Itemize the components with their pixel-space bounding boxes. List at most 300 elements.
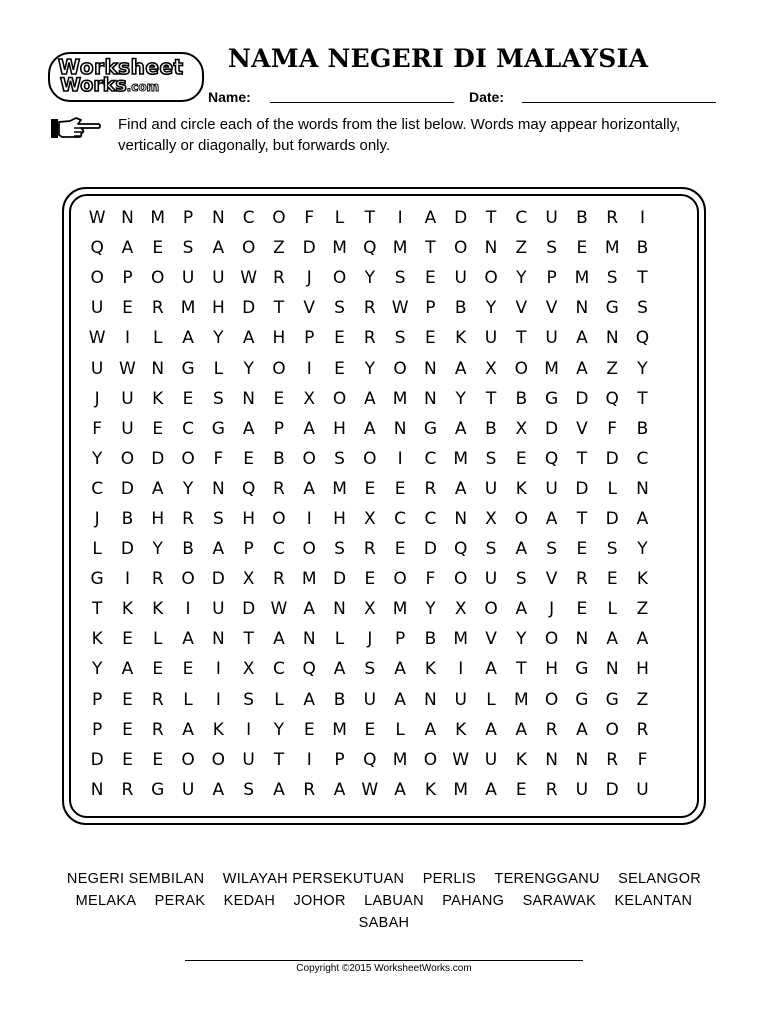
grid-letter[interactable]: P — [546, 268, 557, 289]
grid-letter[interactable]: N — [302, 629, 316, 650]
grid-letter[interactable]: W — [119, 358, 136, 379]
grid-letter[interactable]: W — [240, 268, 258, 289]
grid-letter[interactable]: D — [332, 569, 347, 590]
grid-letter[interactable]: D — [242, 599, 256, 620]
grid-letter[interactable]: Y — [425, 599, 436, 620]
grid-letter[interactable]: Z — [515, 238, 528, 259]
grid-letter[interactable]: R — [363, 298, 376, 319]
grid-letter[interactable]: K — [212, 719, 224, 740]
grid-letter[interactable]: M — [604, 238, 620, 259]
grid-letter[interactable]: Y — [485, 298, 497, 319]
grid-letter[interactable]: I — [215, 659, 221, 680]
grid-letter[interactable]: M — [332, 478, 347, 499]
grid-letter[interactable]: H — [151, 508, 165, 529]
grid-letter[interactable]: R — [363, 539, 376, 560]
grid-letter[interactable]: P — [394, 629, 406, 650]
grid-letter[interactable]: R — [636, 719, 649, 740]
grid-letter[interactable]: W — [361, 779, 379, 800]
grid-letter[interactable]: O — [302, 539, 316, 560]
grid-letter[interactable]: O — [181, 569, 195, 590]
grid-letter[interactable]: D — [605, 779, 619, 800]
grid-letter[interactable]: I — [124, 569, 130, 590]
grid-letter[interactable]: U — [181, 268, 195, 289]
grid-letter[interactable]: S — [212, 508, 224, 529]
grid-letter[interactable]: M — [332, 719, 347, 740]
grid-letter[interactable]: R — [151, 689, 164, 710]
grid-letter[interactable]: F — [213, 448, 224, 469]
grid-letter[interactable]: W — [452, 749, 470, 770]
grid-letter[interactable]: R — [424, 478, 437, 499]
grid-letter[interactable]: I — [185, 599, 191, 620]
grid-letter[interactable]: A — [121, 659, 134, 680]
grid-letter[interactable]: L — [274, 689, 284, 710]
grid-letter[interactable]: N — [333, 599, 346, 620]
grid-letter[interactable]: H — [211, 298, 225, 319]
grid-letter[interactable]: I — [124, 328, 130, 349]
grid-letter[interactable]: U — [90, 358, 104, 379]
grid-letter[interactable]: N — [121, 208, 134, 229]
grid-letter[interactable]: E — [364, 719, 376, 740]
grid-letter[interactable]: R — [151, 719, 164, 740]
grid-letter[interactable]: Y — [152, 539, 163, 560]
grid-letter[interactable]: V — [485, 629, 497, 650]
grid-letter[interactable]: U — [212, 268, 225, 289]
grid-letter[interactable]: D — [545, 418, 559, 439]
grid-letter[interactable]: S — [334, 539, 345, 560]
grid-letter[interactable]: I — [306, 749, 312, 770]
grid-letter[interactable]: O — [181, 448, 195, 469]
grid-letter[interactable]: A — [212, 779, 225, 800]
grid-letter[interactable]: E — [273, 388, 285, 409]
grid-letter[interactable]: N — [605, 659, 619, 680]
grid-letter[interactable]: U — [545, 478, 558, 499]
grid-letter[interactable]: L — [486, 689, 496, 710]
grid-letter[interactable]: D — [454, 208, 468, 229]
grid-letter[interactable]: L — [334, 208, 345, 229]
grid-letter[interactable]: X — [515, 418, 528, 439]
grid-letter[interactable]: U — [212, 599, 225, 620]
grid-letter[interactable]: L — [183, 689, 193, 710]
grid-letter[interactable]: U — [484, 478, 498, 499]
grid-letter[interactable]: N — [211, 208, 225, 229]
grid-letter[interactable]: S — [394, 268, 406, 289]
grid-letter[interactable]: M — [150, 208, 166, 229]
grid-letter[interactable]: C — [182, 418, 194, 439]
grid-letter[interactable]: V — [545, 298, 558, 319]
grid-letter[interactable]: D — [211, 569, 225, 590]
grid-letter[interactable]: W — [88, 328, 106, 349]
grid-letter[interactable]: L — [153, 328, 163, 349]
grid-letter[interactable]: A — [212, 539, 225, 560]
grid-letter[interactable]: P — [92, 689, 103, 710]
grid-letter[interactable]: P — [334, 749, 345, 770]
grid-letter[interactable]: K — [91, 629, 103, 650]
grid-letter[interactable]: A — [212, 238, 225, 259]
grid-letter[interactable]: O — [181, 749, 195, 770]
grid-letter[interactable]: D — [605, 448, 619, 469]
grid-letter[interactable]: Y — [91, 448, 103, 469]
grid-letter[interactable]: W — [88, 208, 106, 229]
grid-letter[interactable]: K — [152, 388, 164, 409]
grid-letter[interactable]: S — [243, 779, 255, 800]
grid-letter[interactable]: E — [122, 749, 133, 770]
grid-letter[interactable]: O — [544, 629, 559, 650]
grid-letter[interactable]: R — [575, 569, 588, 590]
grid-letter[interactable]: T — [576, 508, 588, 529]
grid-letter[interactable]: A — [273, 629, 285, 650]
grid-letter[interactable]: C — [515, 208, 528, 229]
grid-letter[interactable]: T — [637, 388, 648, 409]
grid-letter[interactable]: Y — [364, 358, 376, 379]
grid-letter[interactable]: Q — [302, 659, 316, 680]
grid-letter[interactable]: G — [90, 569, 104, 590]
grid-letter[interactable]: N — [393, 418, 407, 439]
grid-letter[interactable]: O — [211, 749, 226, 770]
grid-letter[interactable]: X — [363, 508, 376, 529]
grid-letter[interactable]: O — [272, 208, 286, 229]
grid-letter[interactable]: C — [424, 508, 437, 529]
grid-letter[interactable]: C — [242, 208, 255, 229]
grid-letter[interactable]: N — [636, 478, 649, 499]
grid-letter[interactable]: J — [306, 268, 312, 289]
grid-letter[interactable]: A — [545, 508, 558, 529]
grid-letter[interactable]: N — [484, 238, 498, 259]
grid-letter[interactable]: G — [211, 418, 225, 439]
grid-letter[interactable]: Y — [243, 358, 254, 379]
grid-letter[interactable]: D — [575, 478, 589, 499]
name-field[interactable] — [270, 102, 454, 103]
grid-letter[interactable]: S — [182, 238, 194, 259]
grid-letter[interactable]: X — [242, 569, 255, 590]
word-search-grid[interactable] — [82, 203, 688, 807]
grid-letter[interactable]: K — [121, 599, 134, 620]
grid-letter[interactable]: T — [485, 388, 497, 409]
grid-letter[interactable]: H — [333, 418, 346, 439]
grid-letter[interactable]: A — [303, 418, 316, 439]
grid-letter[interactable]: H — [272, 328, 286, 349]
grid-letter[interactable]: M — [301, 569, 317, 590]
grid-letter[interactable]: N — [424, 358, 437, 379]
grid-letter[interactable]: R — [273, 569, 285, 590]
grid-letter[interactable]: A — [182, 328, 194, 349]
grid-letter[interactable]: X — [485, 508, 497, 529]
grid-letter[interactable]: A — [394, 689, 406, 710]
grid-letter[interactable]: V — [576, 418, 588, 439]
grid-letter[interactable]: A — [485, 779, 497, 800]
grid-letter[interactable]: I — [397, 208, 403, 229]
grid-letter[interactable]: S — [212, 388, 224, 409]
grid-letter[interactable]: J — [367, 629, 373, 650]
grid-letter[interactable]: P — [92, 719, 103, 740]
grid-letter[interactable]: O — [332, 388, 347, 409]
grid-letter[interactable]: P — [182, 208, 194, 229]
grid-letter[interactable]: M — [453, 779, 469, 800]
grid-letter[interactable]: S — [606, 268, 618, 289]
grid-letter[interactable]: L — [153, 629, 163, 650]
grid-letter[interactable]: A — [576, 358, 588, 379]
grid-letter[interactable]: E — [425, 268, 436, 289]
grid-letter[interactable]: E — [364, 569, 376, 590]
grid-letter[interactable]: I — [397, 448, 403, 469]
grid-letter[interactable]: K — [424, 659, 436, 680]
grid-letter[interactable]: M — [544, 358, 559, 379]
grid-letter[interactable]: Y — [364, 268, 376, 289]
grid-letter[interactable]: M — [180, 298, 196, 319]
grid-letter[interactable]: T — [243, 629, 254, 650]
grid-letter[interactable]: E — [394, 539, 406, 560]
grid-letter[interactable]: T — [516, 659, 527, 680]
grid-letter[interactable]: O — [363, 448, 377, 469]
grid-letter[interactable]: O — [544, 689, 559, 710]
grid-letter[interactable]: F — [304, 208, 315, 229]
grid-letter[interactable]: L — [607, 599, 617, 620]
grid-letter[interactable]: I — [246, 719, 252, 740]
grid-letter[interactable]: C — [272, 659, 285, 680]
grid-letter[interactable]: A — [151, 478, 164, 499]
grid-letter[interactable]: A — [303, 478, 316, 499]
grid-letter[interactable]: K — [515, 478, 527, 499]
grid-letter[interactable]: H — [545, 659, 558, 680]
grid-letter[interactable]: M — [453, 448, 469, 469]
grid-letter[interactable]: R — [151, 569, 164, 590]
grid-letter[interactable]: K — [636, 569, 649, 590]
grid-letter[interactable]: R — [182, 508, 194, 529]
grid-letter[interactable]: A — [485, 719, 497, 740]
grid-letter[interactable]: B — [515, 388, 528, 409]
grid-letter[interactable]: S — [546, 539, 557, 560]
grid-letter[interactable]: I — [639, 208, 645, 229]
grid-letter[interactable]: O — [454, 238, 468, 259]
grid-letter[interactable]: A — [273, 779, 285, 800]
grid-letter[interactable]: E — [515, 779, 527, 800]
grid-letter[interactable]: K — [515, 749, 527, 770]
grid-letter[interactable]: U — [121, 418, 134, 439]
grid-letter[interactable]: X — [363, 599, 376, 620]
grid-letter[interactable]: U — [90, 298, 104, 319]
grid-letter[interactable]: N — [575, 629, 589, 650]
grid-letter[interactable]: M — [392, 599, 408, 620]
grid-letter[interactable]: S — [485, 448, 497, 469]
grid-letter[interactable]: U — [363, 689, 377, 710]
grid-letter[interactable]: A — [333, 779, 346, 800]
grid-letter[interactable]: B — [636, 238, 649, 259]
grid-letter[interactable]: J — [94, 508, 100, 529]
grid-letter[interactable]: Q — [363, 749, 377, 770]
grid-letter[interactable]: O — [484, 268, 498, 289]
grid-letter[interactable]: D — [423, 539, 437, 560]
grid-letter[interactable]: T — [273, 298, 285, 319]
grid-letter[interactable]: E — [122, 719, 133, 740]
grid-letter[interactable]: A — [424, 208, 437, 229]
grid-letter[interactable]: R — [363, 328, 376, 349]
grid-letter[interactable]: Q — [454, 539, 468, 560]
grid-letter[interactable]: N — [424, 388, 437, 409]
grid-letter[interactable]: C — [424, 448, 437, 469]
grid-letter[interactable]: R — [606, 749, 619, 770]
grid-letter[interactable]: O — [514, 508, 528, 529]
grid-letter[interactable]: A — [636, 508, 649, 529]
grid-letter[interactable]: Y — [637, 358, 648, 379]
grid-letter[interactable]: G — [605, 298, 619, 319]
grid-letter[interactable]: Y — [516, 629, 527, 650]
grid-letter[interactable]: G — [575, 659, 589, 680]
grid-letter[interactable]: U — [484, 328, 498, 349]
grid-letter[interactable]: N — [575, 298, 589, 319]
grid-letter[interactable]: A — [576, 328, 588, 349]
grid-letter[interactable]: L — [607, 478, 617, 499]
grid-letter[interactable]: N — [242, 388, 255, 409]
grid-letter[interactable]: G — [181, 358, 195, 379]
grid-letter[interactable]: U — [636, 779, 649, 800]
grid-letter[interactable]: O — [514, 358, 528, 379]
grid-letter[interactable]: M — [392, 388, 408, 409]
grid-letter[interactable]: N — [211, 478, 225, 499]
grid-letter[interactable]: K — [455, 719, 467, 740]
grid-letter[interactable]: E — [152, 749, 164, 770]
grid-letter[interactable]: I — [215, 689, 221, 710]
grid-letter[interactable]: Q — [544, 448, 559, 469]
grid-letter[interactable]: A — [182, 719, 194, 740]
grid-letter[interactable]: E — [243, 448, 254, 469]
grid-letter[interactable]: M — [392, 238, 408, 259]
grid-letter[interactable]: P — [304, 328, 315, 349]
grid-letter[interactable]: X — [303, 388, 316, 409]
grid-letter[interactable]: Q — [90, 238, 104, 259]
grid-letter[interactable]: H — [242, 508, 256, 529]
grid-letter[interactable]: K — [152, 599, 164, 620]
grid-letter[interactable]: Z — [636, 689, 649, 710]
grid-letter[interactable]: O — [302, 448, 316, 469]
grid-letter[interactable]: O — [272, 358, 286, 379]
grid-letter[interactable]: B — [424, 629, 437, 650]
grid-letter[interactable]: C — [636, 448, 649, 469]
grid-letter[interactable]: E — [334, 328, 345, 349]
grid-letter[interactable]: H — [333, 508, 346, 529]
grid-letter[interactable]: U — [575, 779, 589, 800]
grid-letter[interactable]: O — [484, 599, 498, 620]
grid-letter[interactable]: N — [545, 749, 558, 770]
grid-letter[interactable]: M — [332, 238, 347, 259]
grid-letter[interactable]: G — [575, 689, 589, 710]
grid-letter[interactable]: R — [151, 298, 164, 319]
grid-letter[interactable]: O — [151, 268, 165, 289]
grid-letter[interactable]: U — [484, 569, 498, 590]
grid-letter[interactable]: R — [273, 478, 285, 499]
grid-letter[interactable]: T — [273, 749, 285, 770]
grid-letter[interactable]: P — [273, 418, 285, 439]
grid-letter[interactable]: E — [122, 298, 133, 319]
grid-letter[interactable]: T — [364, 208, 376, 229]
grid-letter[interactable]: D — [151, 448, 165, 469]
grid-letter[interactable]: A — [636, 629, 649, 650]
grid-letter[interactable]: D — [90, 749, 104, 770]
grid-letter[interactable]: A — [606, 629, 619, 650]
grid-letter[interactable]: E — [152, 659, 164, 680]
grid-letter[interactable]: C — [91, 478, 104, 499]
grid-letter[interactable]: O — [241, 238, 256, 259]
grid-letter[interactable]: E — [576, 599, 588, 620]
grid-letter[interactable]: E — [364, 478, 376, 499]
grid-letter[interactable]: R — [545, 719, 558, 740]
grid-letter[interactable]: A — [394, 779, 406, 800]
grid-letter[interactable]: A — [303, 599, 316, 620]
grid-letter[interactable]: V — [303, 298, 316, 319]
grid-letter[interactable]: D — [120, 478, 134, 499]
grid-letter[interactable]: F — [607, 418, 618, 439]
grid-letter[interactable]: D — [120, 539, 134, 560]
grid-letter[interactable]: E — [122, 629, 133, 650]
grid-letter[interactable]: A — [394, 659, 406, 680]
grid-letter[interactable]: E — [334, 358, 345, 379]
grid-letter[interactable]: Y — [213, 328, 224, 349]
grid-letter[interactable]: W — [270, 599, 288, 620]
grid-letter[interactable]: G — [605, 689, 619, 710]
grid-letter[interactable]: T — [576, 448, 588, 469]
grid-letter[interactable]: L — [395, 719, 405, 740]
grid-letter[interactable]: N — [211, 629, 225, 650]
grid-letter[interactable]: S — [364, 659, 376, 680]
grid-letter[interactable]: M — [453, 629, 469, 650]
grid-letter[interactable]: Y — [516, 268, 527, 289]
grid-letter[interactable]: S — [485, 539, 497, 560]
grid-letter[interactable]: A — [454, 478, 467, 499]
grid-letter[interactable]: N — [605, 328, 619, 349]
grid-letter[interactable]: B — [182, 539, 194, 560]
grid-letter[interactable]: N — [90, 779, 104, 800]
grid-letter[interactable]: A — [364, 388, 376, 409]
grid-letter[interactable]: A — [303, 689, 316, 710]
grid-letter[interactable]: I — [306, 358, 312, 379]
grid-letter[interactable]: A — [454, 358, 467, 379]
grid-letter[interactable]: A — [242, 418, 255, 439]
grid-letter[interactable]: N — [575, 749, 589, 770]
grid-letter[interactable]: T — [485, 208, 497, 229]
grid-letter[interactable]: A — [485, 659, 497, 680]
grid-letter[interactable]: X — [454, 599, 467, 620]
grid-letter[interactable]: A — [576, 719, 588, 740]
grid-letter[interactable]: U — [454, 689, 467, 710]
grid-letter[interactable]: T — [425, 238, 436, 259]
grid-letter[interactable]: U — [181, 779, 195, 800]
grid-letter[interactable]: B — [454, 298, 467, 319]
grid-letter[interactable]: G — [151, 779, 165, 800]
grid-letter[interactable]: N — [424, 689, 437, 710]
grid-letter[interactable]: O — [120, 448, 135, 469]
grid-letter[interactable]: E — [425, 328, 436, 349]
grid-letter[interactable]: S — [243, 689, 255, 710]
grid-letter[interactable]: A — [454, 418, 467, 439]
grid-letter[interactable]: E — [182, 659, 194, 680]
grid-letter[interactable]: S — [334, 298, 345, 319]
grid-letter[interactable]: D — [242, 298, 256, 319]
grid-letter[interactable]: O — [454, 569, 468, 590]
grid-letter[interactable]: A — [515, 719, 528, 740]
grid-letter[interactable]: N — [151, 358, 165, 379]
grid-letter[interactable]: T — [91, 599, 103, 620]
grid-letter[interactable]: T — [637, 268, 648, 289]
grid-letter[interactable]: S — [637, 298, 648, 319]
grid-letter[interactable]: H — [636, 659, 649, 680]
grid-letter[interactable]: U — [242, 749, 255, 770]
grid-letter[interactable]: O — [393, 358, 407, 379]
grid-letter[interactable]: E — [515, 448, 527, 469]
grid-letter[interactable]: O — [272, 508, 286, 529]
grid-letter[interactable]: G — [545, 388, 559, 409]
grid-letter[interactable]: A — [424, 719, 437, 740]
grid-letter[interactable]: Y — [91, 659, 103, 680]
grid-letter[interactable]: F — [92, 418, 103, 439]
grid-letter[interactable]: A — [515, 539, 528, 560]
